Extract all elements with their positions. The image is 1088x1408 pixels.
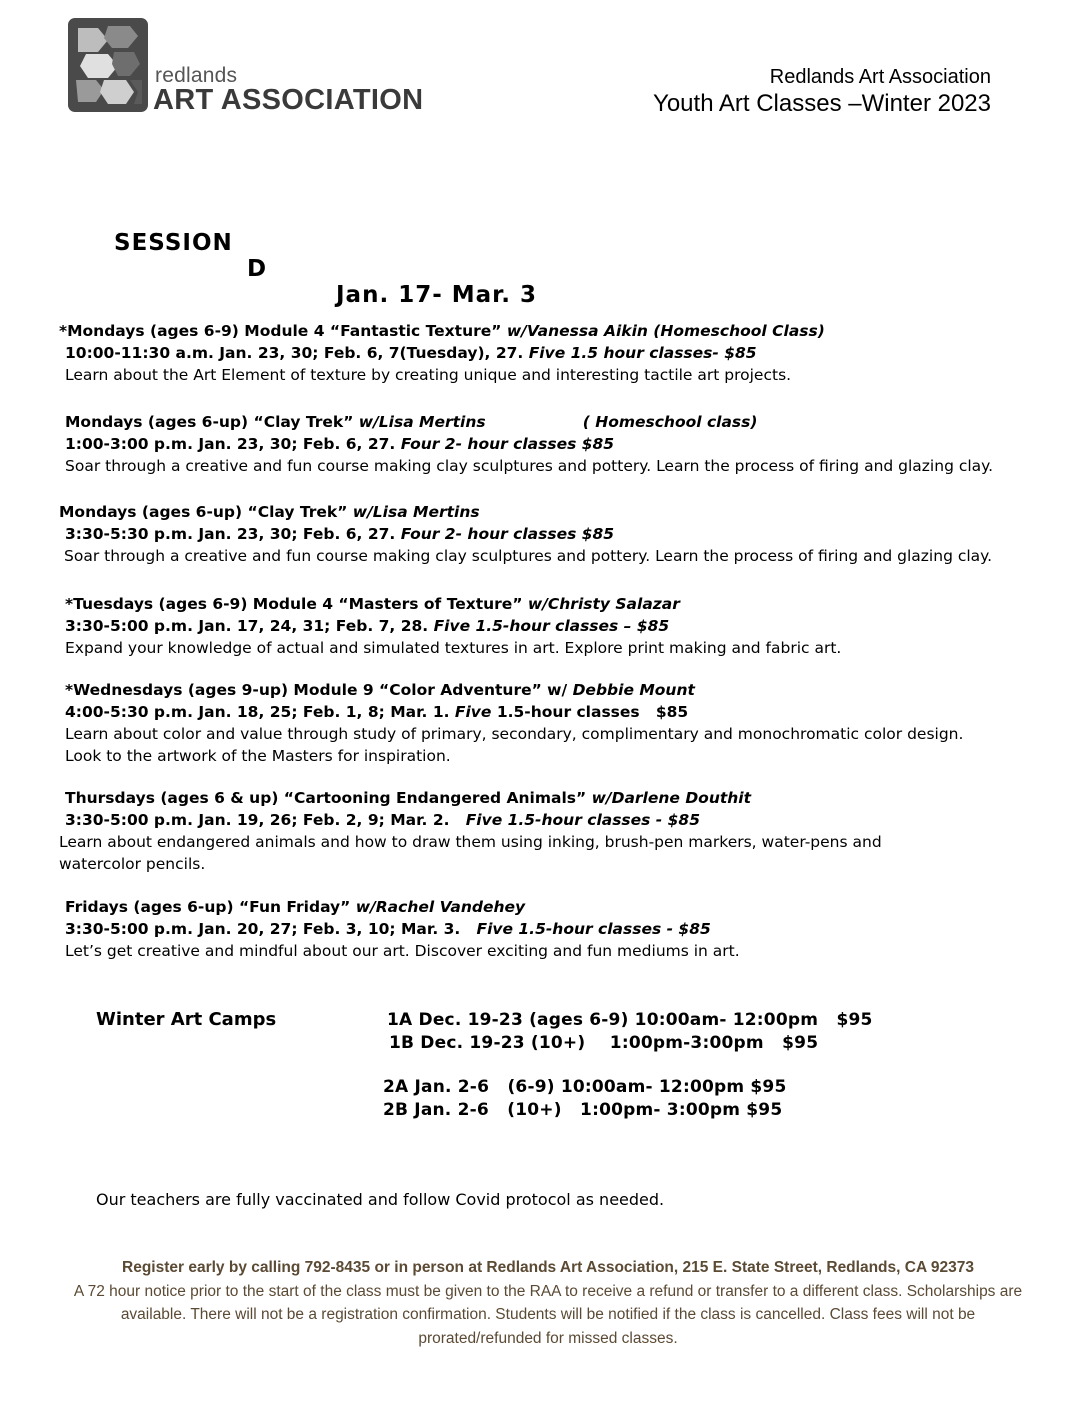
class-fee: Four 2- hour classes $85: [400, 435, 615, 453]
class-fee: Five 1.5 hour classes- $85: [528, 344, 757, 362]
class-description: Learn about color and value through study of primary, secondary, complimentary and monochromatic color design.: [65, 725, 964, 743]
class-schedule: 3:30-5:00 p.m. Jan. 17, 24, 31; Feb. 7, 28.: [65, 617, 434, 635]
class-fee: Five 1.5-hour classes – $85: [433, 617, 670, 635]
class-teacher: Debbie Mount: [572, 681, 695, 699]
class-fee: Five 1.5-hour classes - $85: [465, 811, 700, 829]
logo-mark: [68, 18, 148, 112]
class-listing: [59, 501, 992, 567]
class-description: Look to the artwork of the Masters for inspiration.: [65, 747, 451, 765]
class-schedule: 10:00-11:30 a.m. Jan. 23, 30; Feb. 6, 7(Tuesday), 27.: [65, 344, 529, 362]
header-title: Youth Art Classes –Winter 2023: [653, 90, 991, 117]
camp-item: 2B Jan. 2-6 (10+) 1:00pm- 3:00pm $95: [383, 1100, 783, 1120]
camps-heading: Winter Art Camps: [96, 1009, 277, 1030]
class-schedule: 3:30-5:00 p.m. Jan. 20, 27; Feb. 3, 10; Mar. 3.: [65, 920, 477, 938]
class-description: Learn about the Art Element of texture by creating unique and interesting tactile art projects.: [65, 366, 792, 384]
session-heading: [96, 204, 537, 308]
class-listing: *Wednesdays (ages 9-up) Module 9 “Color Adventure” w/ Debbie Mount 4:00-5:30 p.m. Jan. 18, 25; Feb. 1, 8; Mar. 1. Five 1.5-hour classes $85 Learn about color and value through study of primary, secondary, complimentary and monochromatic color design. Look to the artwork of the Masters for inspiration.: [65, 681, 964, 765]
camp-item: 2A Jan. 2-6 (6-9) 10:00am- 12:00pm $95: [383, 1077, 787, 1097]
class-title: Mondays (ages 6-up) “Clay Trek”: [65, 413, 359, 431]
class-description: watercolor pencils.: [59, 855, 206, 873]
class-schedule: 1:00-3:00 p.m. Jan. 23, 30; Feb. 6, 27.: [65, 435, 401, 453]
class-schedule: 4:00-5:30 p.m. Jan. 18, 25; Feb. 1, 8; Mar. 1.: [65, 703, 455, 721]
class-title: *Wednesdays (ages 9-up) Module 9 “Color Adventure” w/: [65, 681, 573, 699]
camp-item: 1B Dec. 19-23 (10+) 1:00pm-3:00pm $95: [389, 1033, 819, 1053]
class-teacher: w/Lisa Mertins: [352, 503, 480, 521]
class-listing: [59, 320, 825, 386]
class-schedule: 3:30-5:00 p.m. Jan. 19, 26; Feb. 2, 9; Mar. 2.: [65, 811, 466, 829]
logo-wordmark-small: redlands: [155, 64, 238, 87]
class-teacher: w/Christy Salazar: [527, 595, 680, 613]
header-organization: Redlands Art Association: [769, 66, 991, 88]
class-fee: Four 2- hour classes $85: [400, 525, 615, 543]
camp-item: 1A Dec. 19-23 (ages 6-9) 10:00am- 12:00pm $95: [387, 1010, 873, 1030]
session-label: SESSION: [114, 230, 233, 256]
policy-line: prorated/refunded for missed classes.: [418, 1329, 678, 1347]
class-description: Let’s get creative and mindful about our art. Discover exciting and fun mediums in art.: [65, 942, 740, 960]
class-title: Thursdays (ages 6 & up) “Cartooning Endangered Animals”: [65, 789, 592, 807]
policy-line: available. There will not be a registration confirmation. Students will be notified if the class is cancelled. Class fees will not be: [120, 1306, 976, 1323]
policy-line: A 72 hour notice prior to the start of the class must be given to the RAA to receive a refund or transfer to a different class. Scholarships are: [73, 1282, 1023, 1300]
class-listing: [65, 896, 740, 962]
session-letter: D: [247, 256, 268, 282]
footer: [50, 1256, 1046, 1350]
class-title: Mondays (ages 6-up) “Clay Trek”: [59, 503, 353, 521]
class-teacher: w/Vanessa Aikin (Homeschool Class): [506, 322, 825, 340]
logo-wordmark: ART ASSOCIATION: [153, 84, 424, 116]
class-description: Soar through a creative and fun course making clay sculptures and pottery. Learn the process of firing and glazing clay.: [65, 457, 994, 475]
class-description: Expand your knowledge of actual and simulated textures in art. Explore print making and fabric art.: [65, 639, 842, 657]
class-teacher: w/Darlene Douthit: [591, 789, 752, 807]
register-note: Register early by calling 792-8435 or in person at Redlands Art Association, 215 E. State Street, Redlands, CA 92373: [122, 1259, 974, 1276]
class-title: Fridays (ages 6-up) “Fun Friday”: [65, 898, 356, 916]
class-listing: [65, 593, 841, 659]
vaccination-note: Our teachers are fully vaccinated and follow Covid protocol as needed.: [96, 1190, 665, 1209]
class-schedule: 3:30-5:30 p.m. Jan. 23, 30; Feb. 6, 27.: [65, 525, 401, 543]
class-fee: Five 1.5-hour classes - $85: [476, 920, 711, 938]
class-teacher: w/Lisa Mertins ( Homeschool class): [358, 413, 758, 431]
class-teacher: w/Rachel Vandehey: [355, 898, 526, 916]
class-description: Learn about endangered animals and how to draw them using inking, brush-pen markers, water-pens and: [59, 833, 882, 851]
class-description: Soar through a creative and fun course making clay sculptures and pottery. Learn the process of firing and glazing clay.: [64, 547, 993, 565]
class-title: *Tuesdays (ages 6-9) Module 4 “Masters of Texture”: [65, 595, 528, 613]
session-dates: Jan. 17- Mar. 3: [336, 282, 537, 308]
class-fee: Five: [454, 703, 492, 721]
class-listing: [65, 411, 993, 477]
class-title: *Mondays (ages 6-9) Module 4 “Fantastic Texture”: [59, 322, 507, 340]
class-listing: [59, 787, 882, 875]
